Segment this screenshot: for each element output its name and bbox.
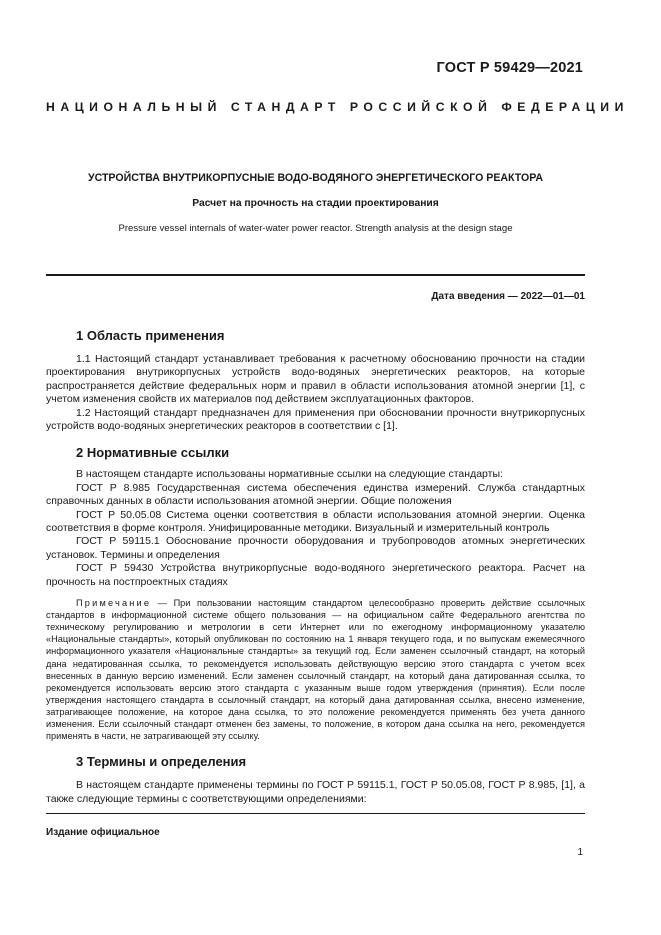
reference-item: ГОСТ Р 59430 Устройства внутрикорпусные водо-водяного энергетического реактора. Расчет на прочность на постпроектных стадиях — [46, 562, 585, 588]
page-number: 1 — [577, 847, 583, 858]
header-divider — [46, 274, 585, 276]
reference-item: ГОСТ Р 50.05.08 Система оценки соответствия в области использования атомной энергии. Оценка соответствия в форме контроля. Унифицированные методики. Визуальный и измерительный контроль — [46, 508, 585, 535]
document-body — [46, 328, 585, 806]
paragraph-1-1: 1.1 Настоящий стандарт устанавливает требования к расчетному обоснованию прочности на стадии проектирования внутрикорпусных устройств водо-водяных энергетических реакторов, на которые распространяется действие федеральных норм и правил в области использования атомной энергии [1], с учетом изменения свойств их материалов под действием эксплуатационных факторов. — [46, 353, 585, 406]
terms-intro: В настоящем стандарте применены термины по ГОСТ Р 59115.1, ГОСТ Р 50.05.08, ГОСТ Р 8.985, [1], а также следующие термины с соответствующими определениями: — [46, 779, 585, 805]
section-heading-terms: 3 Термины и определения — [76, 754, 247, 770]
references-intro: В настоящем стандарте использованы нормативные ссылки на следующие стандарты: — [76, 468, 503, 481]
section-heading-scope: 1 Область применения — [76, 328, 225, 343]
document-title: УСТРОЙСТВА ВНУТРИКОРПУСНЫЕ ВОДО-ВОДЯНОГО ЭНЕРГЕТИЧЕСКОГО РЕАКТОРА — [87, 172, 544, 184]
footer-divider — [46, 813, 585, 814]
note-label: Примечание — [76, 598, 152, 609]
official-edition-label: Издание официальное — [46, 827, 160, 838]
paragraph-1-2: 1.2 Настоящий стандарт предназначен для применения при обосновании прочности внутрикорпусных устройств водо-водяных энергетических реакторов в соответствии с [1]. — [46, 406, 585, 433]
introduction-date: Дата введения — 2022—01—01 — [431, 291, 585, 302]
note-text: — При пользовании настоящим стандартом целесообразно проверить действие ссылочных стандартов в информационной системе общего пользования — на официальном сайте Федерального агентства по техническому регулированию и метрологии в сети Интернет или по ежегодному информационному указателю «Национальные стандарты», который опубликован по состоянию на 1 января текущего года, и по выпускам ежемесячного информационного указателя «Национальные стандарты» за текущий год. Если заменен ссылочный стандарт, на который дана недатированная ссылка, то рекомендуется использовать действующую версию этого стандарта с учетом всех внесенных в данную версию изменений. Если заменен ссылочный стандарт, на который дана датированная ссылка, то рекомендуется использовать версию этого стандарта с указанным выше годом утверждения (принятия). Если после утверждения настоящего стандарта в ссылочный стандарт, на который дана датированная ссылка, внесено изменение, затрагивающее положение, на которое дана ссылка, то это положение рекомендуется применять без учета данного изменения. Если ссылочный стандарт отменен без замены, то положение, в котором дана ссылка на него, рекомендуется применять в части, не затрагивающей эту ссылку. — [46, 598, 585, 742]
reference-item: ГОСТ Р 59115.1 Обоснование прочности оборудования и трубопроводов атомных энергетических установок. Термины и определения — [46, 535, 585, 561]
document-subtitle: Расчет на прочность на стадии проектирования — [192, 198, 439, 209]
section-heading-normative-references: 2 Нормативные ссылки — [76, 445, 230, 461]
english-title: Pressure vessel internals of water-water power reactor. Strength analysis at the design stage — [118, 223, 513, 234]
standard-number: ГОСТ Р 59429—2021 — [436, 60, 583, 76]
references-note — [46, 597, 585, 742]
reference-item: ГОСТ Р 8.985 Государственная система обеспечения единства измерений. Служба стандартных справочных данных в области использования атомной энергии. Общие положения — [46, 481, 585, 508]
national-standard-banner: НАЦИОНАЛЬНЫЙ СТАНДАРТ РОССИЙСКОЙ ФЕДЕРАЦИИ — [46, 100, 629, 114]
